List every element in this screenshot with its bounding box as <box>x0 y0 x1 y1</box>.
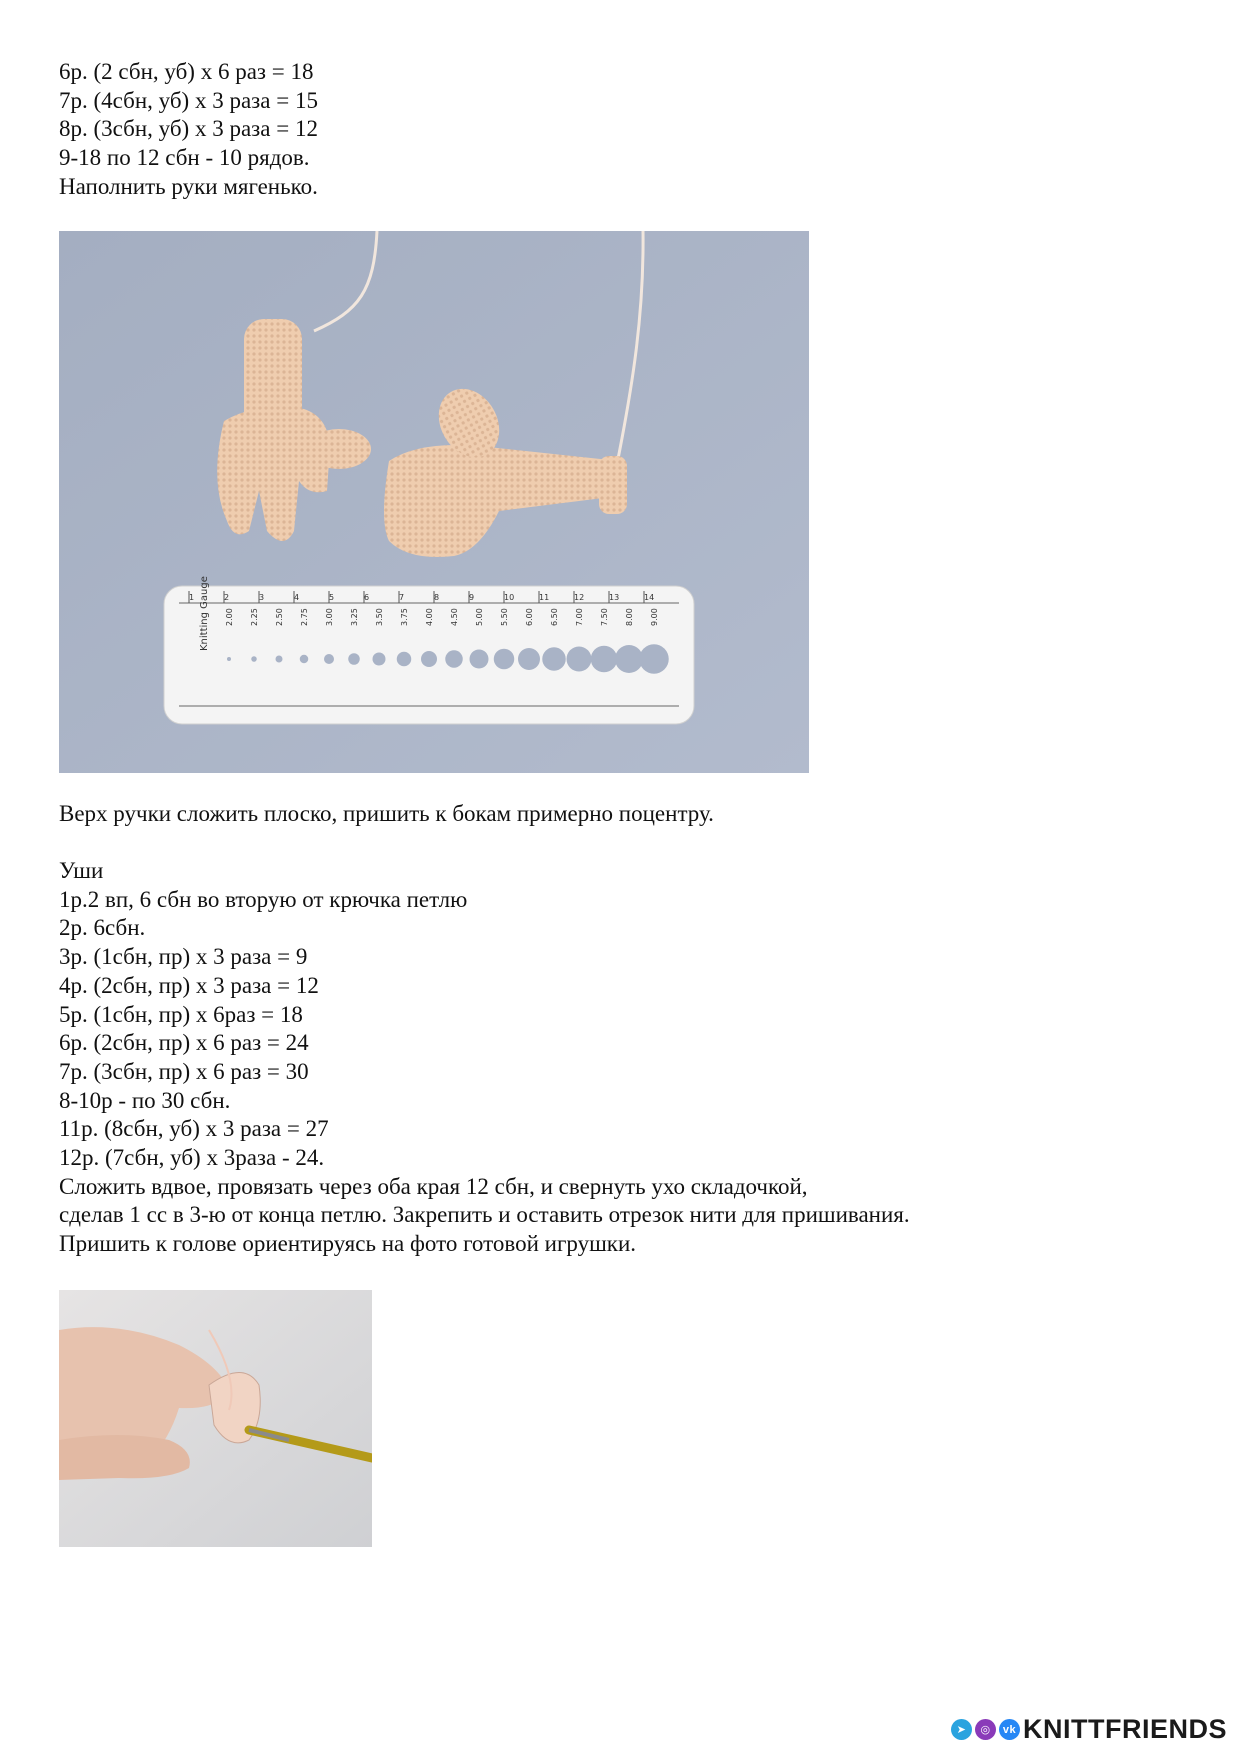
ruler-number: 6 <box>364 593 370 602</box>
text-line: 4р. (2сбн, пр) х 3 раза = 12 <box>59 972 319 998</box>
text-line: 7р. (4сбн, уб) х 3 раза = 15 <box>59 87 318 113</box>
telegram-icon[interactable]: ➤ <box>951 1719 972 1740</box>
gauge-hole <box>300 655 309 664</box>
vk-icon[interactable]: vk <box>999 1719 1020 1740</box>
text-line: 12р. (7сбн, уб) х 3раза - 24. <box>59 1145 325 1171</box>
brand-name: KNITTFRIENDS <box>1023 1714 1227 1744</box>
gauge-hole <box>348 653 360 665</box>
gauge-size-label: 4.00 <box>425 608 434 626</box>
gauge-size-label: 3.25 <box>350 608 359 626</box>
gauge-hole <box>591 646 618 673</box>
text-line: 6р. (2сбн, пр) х 6 раз = 24 <box>59 1030 309 1056</box>
gauge-hole <box>494 649 515 670</box>
gauge-hole <box>324 654 334 664</box>
gauge-size-label: 5.50 <box>500 608 509 626</box>
gauge-size-label: 2.00 <box>225 608 234 626</box>
gauge-hole <box>567 647 592 672</box>
text-line: Сложить вдвое, провязать через оба края 12 сбн, и свернуть ухо складочкой, <box>59 1173 808 1199</box>
sewing-instruction <box>59 800 714 829</box>
ear-photo <box>59 1290 372 1547</box>
text-line: 7р. (3сбн, пр) х 6 раз = 30 <box>59 1058 309 1084</box>
ruler-number: 1 <box>189 593 195 602</box>
text-line: 6р. (2 сбн, уб) х 6 раз = 18 <box>59 59 314 84</box>
pattern-arms-end <box>59 58 318 202</box>
gauge-size-label: 3.00 <box>325 608 334 626</box>
gauge-size-label: 5.00 <box>475 608 484 626</box>
ruler-number: 10 <box>504 593 515 602</box>
text-line: 2р. 6сбн. <box>59 915 146 941</box>
text-line: сделав 1 сс в 3-ю от конца петлю. Закрепить и оставить отрезок нити для пришивания. <box>59 1202 910 1228</box>
text-line: 8-10р - по 30 сбн. <box>59 1087 231 1113</box>
text-line: 8р. (3сбн, уб) х 3 раза = 12 <box>59 116 318 142</box>
hands-photo <box>59 231 809 773</box>
gauge-hole <box>397 652 412 667</box>
gauge-size-label: 6.50 <box>550 608 559 626</box>
gauge-size-label: 7.50 <box>600 608 609 626</box>
instagram-icon[interactable]: ◎ <box>975 1719 996 1740</box>
ruler-number: 11 <box>539 593 550 602</box>
gauge-size-label: 2.75 <box>300 608 309 626</box>
section-title-ears: Уши <box>59 858 104 883</box>
footer-brand <box>951 1714 1227 1745</box>
gauge-hole <box>542 647 566 671</box>
text-line: 3р. (1сбн, пр) х 3 раза = 9 <box>59 944 308 970</box>
gauge-hole <box>227 657 231 661</box>
ruler-number: 7 <box>399 593 405 602</box>
gauge-size-label: 2.50 <box>275 608 284 626</box>
gauge-size-label: 7.00 <box>575 608 584 626</box>
ruler-number: 4 <box>294 593 300 602</box>
gauge-hole <box>421 651 437 667</box>
text-line: 5р. (1сбн, пр) х 6раз = 18 <box>59 1001 303 1027</box>
gauge-size-label: 3.50 <box>375 608 384 626</box>
gauge-hole <box>276 656 283 663</box>
text-line: Верх ручки сложить плоско, пришить к бокам примерно поцентру. <box>59 801 714 826</box>
gauge-hole <box>445 650 463 668</box>
gauge-hole <box>251 656 257 662</box>
gauge-hole <box>373 653 386 666</box>
gauge-hole <box>518 648 540 670</box>
ruler-number: 13 <box>609 593 620 602</box>
gauge-size-label: 6.00 <box>525 608 534 626</box>
text-line: 11р. (8сбн, уб) х 3 раза = 27 <box>59 1116 329 1142</box>
ruler-number: 8 <box>434 593 440 602</box>
text-line: Пришить к голове ориентируясь на фото готовой игрушки. <box>59 1231 637 1257</box>
pattern-ears <box>59 857 910 1259</box>
gauge-size-label: 4.50 <box>450 608 459 626</box>
ruler-number: 14 <box>644 593 655 602</box>
ruler-number: 3 <box>259 593 265 602</box>
gauge-size-label: 3.75 <box>400 608 409 626</box>
gauge-hole <box>615 645 643 673</box>
text-line: 1р.2 вп, 6 сбн во вторую от крючка петлю <box>59 886 468 912</box>
gauge-size-label: 8.00 <box>625 608 634 626</box>
ruler-number: 9 <box>469 593 475 602</box>
ruler-number: 2 <box>224 593 230 602</box>
gauge-hole <box>470 650 489 669</box>
gauge-size-label: 9.00 <box>650 608 659 626</box>
ruler-number: 12 <box>574 593 585 602</box>
text-line: 9-18 по 12 сбн - 10 рядов. <box>59 145 310 171</box>
gauge-hole <box>639 644 669 674</box>
ruler-number: 5 <box>329 593 335 602</box>
gauge-size-label: 2.25 <box>250 608 259 626</box>
text-line: Наполнить руки мягенько. <box>59 173 318 199</box>
gauge-title: Knitting Gauge <box>199 576 210 651</box>
